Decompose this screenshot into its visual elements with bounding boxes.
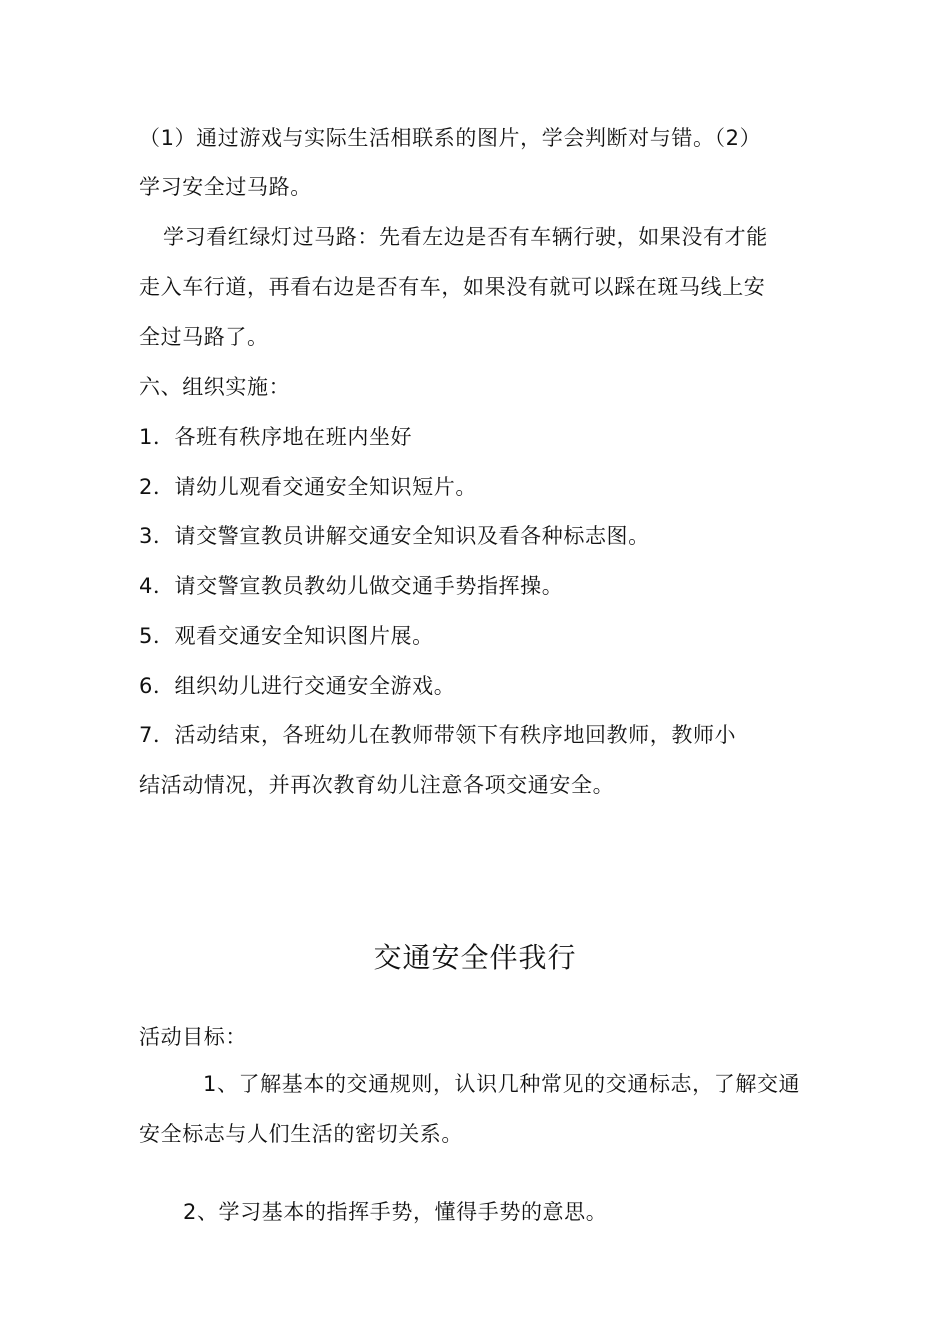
paragraph-line: 1、了解基本的交通规则，认识几种常见的交通标志，了解交通	[203, 1072, 801, 1096]
section-heading: 活动目标：	[139, 1025, 247, 1049]
list-item-continuation: 结活动情况，并再次教育幼儿注意各项交通安全。	[139, 773, 615, 797]
paragraph-line: 学习安全过马路。	[139, 175, 312, 199]
page-title: 交通安全伴我行	[373, 941, 577, 974]
section-heading: 六、组织实施：	[139, 375, 291, 399]
paragraph-line: 学习看红绿灯过马路：先看左边是否有车辆行驶，如果没有才能	[163, 225, 768, 249]
paragraph-line: 安全标志与人们生活的密切关系。	[139, 1122, 463, 1146]
paragraph-line: 2、学习基本的指挥手势，懂得手势的意思。	[183, 1200, 608, 1224]
list-item: 6．组织幼儿进行交通安全游戏。	[139, 674, 456, 698]
list-item: 2．请幼儿观看交通安全知识短片。	[139, 475, 477, 499]
list-item: 3．请交警宣教员讲解交通安全知识及看各种标志图。	[139, 524, 650, 548]
paragraph-line: 全过马路了。	[139, 325, 269, 349]
list-item: 7．活动结束，各班幼儿在教师带领下有秩序地回教师，教师小	[139, 723, 737, 747]
list-item: 1．各班有秩序地在班内坐好	[139, 425, 413, 449]
list-item: 4．请交警宣教员教幼儿做交通手势指挥操。	[139, 574, 564, 598]
paragraph-line: 走入车行道，再看右边是否有车，如果没有就可以踩在斑马线上安	[139, 275, 766, 299]
paragraph-line: （1）通过游戏与实际生活相联系的图片，学会判断对与错。（2）	[139, 126, 762, 150]
list-item: 5．观看交通安全知识图片展。	[139, 624, 434, 648]
